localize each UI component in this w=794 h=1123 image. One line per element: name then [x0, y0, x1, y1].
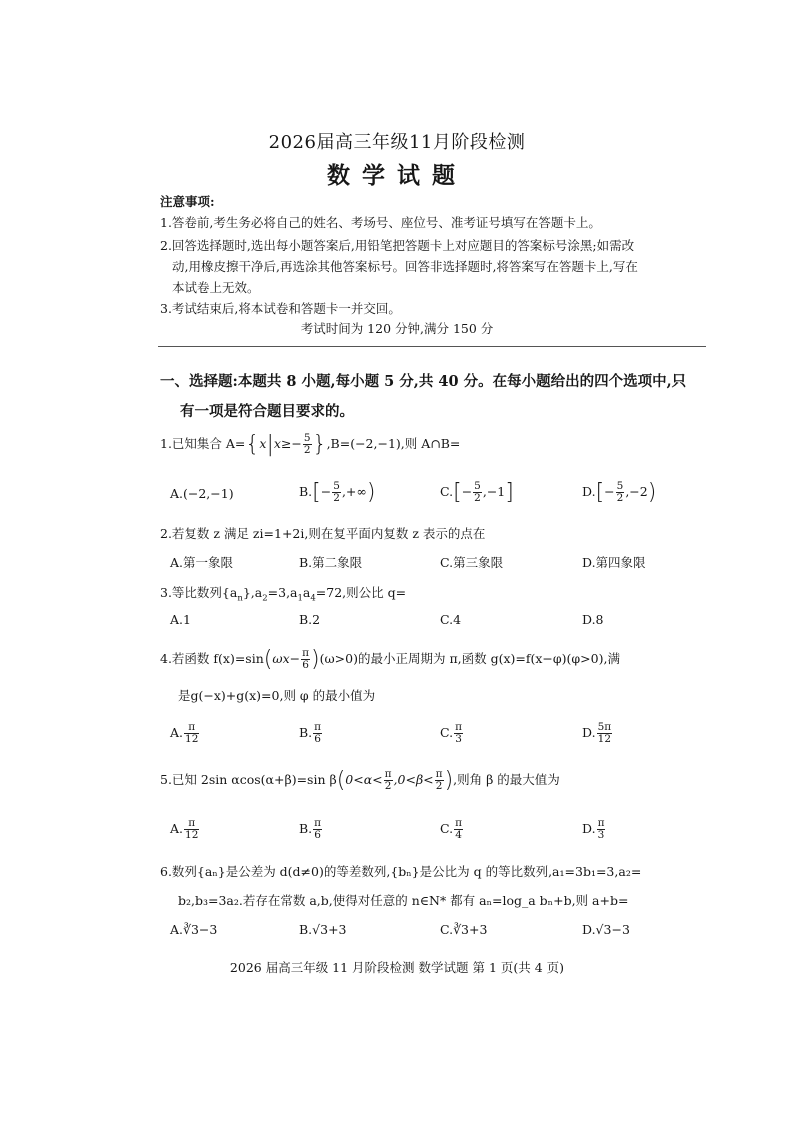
question-2-option-a: A.第一象限	[170, 555, 234, 570]
question-1-option-b: B.[− $\frac{5}{2}$ ,+∞)	[299, 479, 376, 505]
question-1-option-a: A.(−2,−1)	[170, 486, 234, 501]
page-footer: 2026 届高三年级 11 月阶段检测 数学试题 第 1 页(共 4 页)	[229, 960, 565, 975]
question-2-stem: 2.若复数 z 满足 zi=1+2i,则在复平面内复数 z 表示的点在	[160, 526, 486, 541]
question-4-stem-line-2: 是g(−x)+g(x)=0,则 φ 的最小值为	[178, 688, 376, 703]
notice-item-2-line-2: 动,用橡皮擦干净后,再选涂其他答案标号。回答非选择题时,将答案写在答题卡上,写在	[172, 259, 638, 274]
question-2-option-d: D.第四象限	[582, 555, 646, 570]
question-5-stem: 5.已知 2sin αcos(α+β)=sin β(0<α< $\frac{\pi}{2}$ ,0<β< $\frac{\pi}{2}$ ),则角 β 的最大值为	[160, 767, 560, 793]
question-1-option-d: D.[− $\frac{5}{2}$ ,−2)	[582, 479, 657, 505]
question-4-stem-line-1: 4.若函数 f(x)=sin(ωx− $\frac{\pi}{6}$ )(ω>0)的最小正周期为 π,函数 g(x)=f(x−φ)(φ>0),满	[160, 646, 620, 672]
notice-item-2-line-1: 2.回答选择题时,选出每小题答案后,用铅笔把答题卡上对应题目的答案标号涂黑;如需改	[160, 238, 635, 253]
question-2-option-b: B.第二象限	[299, 555, 363, 570]
fraction: $\frac{5}{2}$	[303, 431, 311, 456]
question-4-option-b: B. $\frac{\pi}{6}$	[299, 721, 322, 746]
notice-item-3: 3.考试结束后,将本试卷和答题卡一并交回。	[160, 301, 401, 316]
question-5-option-c: C. $\frac{\pi}{4}$	[440, 817, 462, 842]
question-4-option-d: D. $\frac{5\pi}{12}$	[582, 721, 612, 746]
question-3-option-a: A.1	[170, 612, 191, 627]
question-3-option-d: D.8	[582, 612, 604, 627]
question-4-option-a: A. $\frac{\pi}{12}$	[170, 721, 199, 746]
question-3-option-c: C.4	[440, 612, 462, 627]
notice-item-2-line-3: 本试卷上无效。	[172, 280, 260, 295]
question-3-option-b: B.2	[299, 612, 321, 627]
notice-item-1: 1.答卷前,考生务必将自己的姓名、考场号、座位号、准考证号填写在答题卡上。	[160, 215, 601, 230]
section-heading-line-1: 一、选择题:本题共 8 小题,每小题 5 分,共 40 分。在每小题给出的四个选项中,只	[160, 373, 687, 390]
question-5-option-d: D. $\frac{\pi}{3}$	[582, 817, 605, 842]
question-6-option-d: D.√3−3	[582, 922, 630, 937]
divider	[158, 346, 706, 347]
question-4-option-c: C. $\frac{\pi}{3}$	[440, 721, 462, 746]
question-6-stem-line-1: 6.数列{aₙ}是公差为 d(d≠0)的等差数列,{bₙ}是公比为 q 的等比数列,a₁=3b₁=3,a₂=	[160, 864, 642, 879]
question-5-option-b: B. $\frac{\pi}{6}$	[299, 817, 322, 842]
subject-title: 数学试题	[327, 162, 467, 189]
question-2-option-c: C.第三象限	[440, 555, 504, 570]
question-1-stem: 1.已知集合 A={x|x≥− $\frac{5}{2}$ },B=(−2,−1),则 A∩B=	[160, 431, 461, 457]
notice-heading: 注意事项:	[160, 194, 215, 209]
question-6-option-b: B.√3+3	[299, 922, 347, 937]
question-1-option-c: C.[− $\frac{5}{2}$ ,−1]	[440, 479, 514, 505]
question-6-option-a: A.∛3−3	[170, 922, 218, 937]
exam-info: 考试时间为 120 分钟,满分 150 分	[300, 321, 494, 336]
question-3-stem: 3.等比数列$\{a_n\},a_2=3,a_1a_4=72$,则公比 q=	[160, 585, 407, 604]
section-heading-line-2: 有一项是符合题目要求的。	[180, 403, 354, 420]
exam-title: 2026届高三年级11月阶段检测	[268, 132, 526, 153]
question-6-stem-line-2: b₂,b₃=3a₂.若存在常数 a,b,使得对任意的 n∈N* 都有 aₙ=log_a bₙ+b,则 a+b=	[178, 893, 629, 908]
question-6-option-c: C.∛3+3	[440, 922, 488, 937]
question-5-option-a: A. $\frac{\pi}{12}$	[170, 817, 199, 842]
